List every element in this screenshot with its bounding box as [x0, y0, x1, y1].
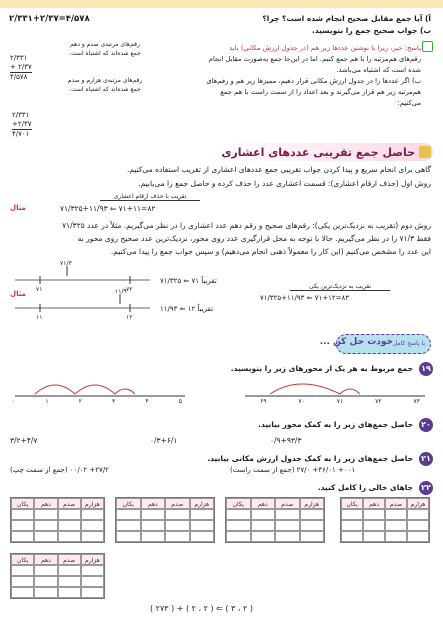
- t3-c11[interactable]: [165, 531, 190, 542]
- t1-c11[interactable]: [385, 531, 407, 542]
- t2-h3: صدم: [275, 498, 300, 509]
- t5-c1[interactable]: [11, 565, 34, 576]
- t5-h4: هزارم: [81, 554, 104, 565]
- t4-c4[interactable]: [81, 509, 104, 520]
- question-b: ب) جواب صحیح جمع را بنویسید.: [311, 26, 431, 35]
- question-a: آ) آیا جمع مقابل صحیح انجام شده است؟ چرا؟: [262, 14, 431, 23]
- top-equation: ۲/۳۳۱+۲/۳۷=۴/۵۷۸: [9, 14, 90, 24]
- t1-c6[interactable]: [363, 520, 385, 531]
- q21-number: ۲۱: [419, 452, 433, 466]
- q20-text: حاصل جمع‌های زیر را به کمک محور بیابید.: [258, 420, 413, 429]
- t4-c9[interactable]: [11, 531, 34, 542]
- t3-c5[interactable]: [116, 520, 141, 531]
- answer-b-line1: ب) اگر عددها را در جدول ارزش مکانی قرار دهیم، ممیزها زیر هم و رقم‌های: [206, 77, 421, 85]
- t5-h1: یکان: [11, 554, 34, 565]
- t1-c4[interactable]: [407, 509, 429, 520]
- t5-c7[interactable]: [58, 576, 81, 587]
- t2-c10[interactable]: [251, 531, 276, 542]
- t4-h3: صدم: [58, 498, 81, 509]
- q20-a: ۰/۹+۹۳/۳: [270, 436, 302, 445]
- jump-5: [340, 389, 360, 394]
- t1-c2[interactable]: [363, 509, 385, 520]
- final-eq: ( ۲۷۳ ) + ( ۲ ، ۲ ) ⇐ ( ۳ ، ۲ ): [150, 604, 253, 613]
- t2-c7[interactable]: [275, 520, 300, 531]
- q19: [419, 362, 433, 376]
- t3-c9[interactable]: [116, 531, 141, 542]
- t1-h4: هزارم: [407, 498, 429, 509]
- t5-c6[interactable]: [34, 576, 57, 587]
- t5-c11[interactable]: [58, 587, 81, 598]
- t4-c12[interactable]: [81, 531, 104, 542]
- line2-tick-b: ۱۲: [126, 314, 133, 321]
- t3-c8[interactable]: [190, 520, 215, 531]
- t4-c7[interactable]: [58, 520, 81, 531]
- t4-h2: دهم: [34, 498, 57, 509]
- answer-a: [206, 43, 421, 109]
- t2-c1[interactable]: [226, 509, 251, 520]
- q19-number: ۱۹: [419, 362, 433, 376]
- note-2-line1: رقم‌های مرتبه‌ی هزارم و صدم: [67, 77, 143, 84]
- axis2-label-3: ۷۲: [375, 398, 382, 405]
- method2-line2: فقط ۷۱/۳ را در نظر می‌گیریم. حالا با توجه به محل قرارگیری عدد روی محور، نزدیک‌ترین عدد صحیح روی محور به: [77, 234, 431, 243]
- t5-h3: صدم: [58, 554, 81, 565]
- right-row-2: +۲/۳۷: [12, 120, 32, 128]
- t2-c5[interactable]: [226, 520, 251, 531]
- table-1: [340, 497, 430, 543]
- t2-c12[interactable]: [300, 531, 325, 542]
- axis1-label-4: ۴: [145, 398, 149, 405]
- t1-c3[interactable]: [385, 509, 407, 520]
- note-1-line2: جمع شده‌اند که اشتباه است.: [69, 50, 141, 57]
- t5-c4[interactable]: [81, 565, 104, 576]
- t3-c10[interactable]: [141, 531, 166, 542]
- q20-number: ۲۰: [419, 418, 433, 432]
- q21-a: (جمع از سمت راست) ۰۰۱+ ۴۶/۰۱+ ۲۷/۰: [230, 466, 356, 474]
- t1-c12[interactable]: [407, 531, 429, 542]
- line1-tick-b: ۷۲: [126, 286, 133, 293]
- t5-h2: دهم: [34, 554, 57, 565]
- t2-c3[interactable]: [275, 509, 300, 520]
- right-row-3: ۴/۷۰۱: [12, 129, 32, 139]
- t2-h2: دهم: [251, 498, 276, 509]
- axis2-label-4: ۷۳: [413, 398, 420, 405]
- t3-c2[interactable]: [141, 509, 166, 520]
- t3-c3[interactable]: [165, 509, 190, 520]
- t2-c2[interactable]: [251, 509, 276, 520]
- wrong-row-1: ۲/۳۳۱: [10, 54, 28, 62]
- right-column: [12, 111, 32, 139]
- t5-c10[interactable]: [34, 587, 57, 598]
- axis-1-labels: [12, 398, 182, 405]
- wrong-row-2: + ۲/۳۷: [10, 63, 32, 71]
- t5-c2[interactable]: [34, 565, 57, 576]
- t5-c9[interactable]: [11, 587, 34, 598]
- q22-text: جاهای خالی را کامل کنید.: [317, 483, 413, 492]
- wrong-row-3: ۴/۵۷۸: [10, 72, 32, 82]
- t3-h4: هزارم: [190, 498, 215, 509]
- q22: [419, 481, 433, 495]
- t3-c12[interactable]: [190, 531, 215, 542]
- line2-eq: ۱۱/۹۳ ⇐ تقریباً ۱۲: [160, 305, 214, 313]
- exercise-banner-title: خودت حل کن ...: [319, 337, 393, 347]
- t5-c12[interactable]: [81, 587, 104, 598]
- jump-1: [35, 385, 75, 394]
- answer-a-line3: شده است که اشتباه می‌باشد.: [336, 66, 421, 74]
- t2-c4[interactable]: [300, 509, 325, 520]
- example-label-2: مثال: [10, 290, 26, 298]
- t2-c6[interactable]: [251, 520, 276, 531]
- top-edge-strip: [0, 0, 443, 8]
- line2-top: ۱۱/۹: [115, 288, 127, 295]
- example-label-1: مثال: [10, 204, 26, 212]
- answer-b-line3: می‌کنیم:: [397, 99, 421, 107]
- t3-c7[interactable]: [165, 520, 190, 531]
- axis1-label-3: ۳: [112, 398, 116, 405]
- t5-c8[interactable]: [81, 576, 104, 587]
- table-5: [10, 553, 105, 599]
- method2-line1: روش دوم (تقریب به نزدیک‌ترین یکی): رقم‌های صحیح و رقم دهم عدد اعشاری را در نظر می‌گیریم. مثلاً در عدد ۷۱/۳۲۵: [62, 221, 431, 230]
- t3-c6[interactable]: [141, 520, 166, 531]
- t4-c1[interactable]: [11, 509, 34, 520]
- t1-c5[interactable]: [341, 520, 363, 531]
- t4-c2[interactable]: [34, 509, 57, 520]
- wrong-column: [10, 54, 32, 82]
- t3-c4[interactable]: [190, 509, 215, 520]
- note-1-line1: رقم‌های مرتبه‌ی صدم و دهم: [70, 41, 140, 48]
- t4-c3[interactable]: [58, 509, 81, 520]
- jump-3: [115, 389, 135, 394]
- axis-2-labels: [260, 398, 420, 405]
- answer-a-line1: پاسخ: خیر، زیرا با نوشتن عددها زیر هم (در جدول ارزش مکانی) باید: [229, 44, 421, 52]
- axis1-label-2: ۲: [78, 398, 82, 405]
- q21-text: حاصل جمع‌های زیر را به کمک جدول ارزش مکانی بیابید.: [207, 454, 413, 463]
- t5-c3[interactable]: [58, 565, 81, 576]
- axis1-label-1: ۱: [45, 398, 49, 405]
- t2-h1: یکان: [226, 498, 251, 509]
- t3-h2: دهم: [141, 498, 166, 509]
- t4-c10[interactable]: [34, 531, 57, 542]
- number-lines: [10, 258, 160, 318]
- axis2-label-0: ۶۹: [260, 398, 267, 405]
- table-3: [115, 497, 215, 543]
- q22-number: ۲۲: [419, 481, 433, 495]
- t1-c1[interactable]: [341, 509, 363, 520]
- q20: [419, 418, 433, 432]
- method1-label: تقریب با حذف ارقام اعشاری: [100, 193, 200, 201]
- line1-eq: ۷۱/۳۲۵ ⇐ تقریباً ۷۱: [160, 277, 217, 285]
- t2-c8[interactable]: [300, 520, 325, 531]
- t4-h4: هزارم: [81, 498, 104, 509]
- line1-tick-a: ۷۱: [36, 286, 43, 293]
- q20-c: ۳/۲+۴/۷: [10, 436, 38, 445]
- jump-2: [75, 385, 115, 394]
- exercise-banner-sub: با پاسخ کامل: [392, 340, 425, 347]
- t1-c10[interactable]: [363, 531, 385, 542]
- right-row-1: ۲/۳۳۱: [12, 111, 30, 119]
- section-title: حاصل جمع تقریبی عددهای اعشاری: [221, 146, 415, 159]
- t1-c9[interactable]: [341, 531, 363, 542]
- t4-c11[interactable]: [58, 531, 81, 542]
- q21: [419, 452, 433, 466]
- approx-eq: ۷۱/۳۲۵+۱۱/۹۳ ⇐ ۷۱+۱۲=۸۳: [260, 294, 350, 302]
- axis2-label-1: ۷۰: [298, 398, 305, 405]
- approx-label: تقریب به نزدیک‌ترین یکی: [290, 283, 390, 291]
- line1-top: ۷۱/۳: [60, 260, 72, 267]
- line2-tick-a: ۱۱: [36, 314, 43, 321]
- method1: روش اول (حذف ارقام اعشاری): قسمت اعشاری عدد را حذف کرده و حاصل جمع را می‌یابیم.: [138, 179, 431, 188]
- t2-c11[interactable]: [275, 531, 300, 542]
- method1-eq: ۷۱/۳۲۵+۱۱/۹۳ ⇐ ۷۱+۱۱=۸۲: [60, 204, 156, 213]
- note-1: [55, 40, 155, 58]
- t3-h1: یکان: [116, 498, 141, 509]
- t5-c5[interactable]: [11, 576, 34, 587]
- t4-c8[interactable]: [81, 520, 104, 531]
- t1-c8[interactable]: [407, 520, 429, 531]
- t4-c5[interactable]: [11, 520, 34, 531]
- t3-h3: صدم: [165, 498, 190, 509]
- check-icon: [422, 41, 433, 52]
- method2-line3: این عدد را مشخص می‌کنیم (این کار را معمولاً ذهنی انجام می‌دهیم) و سپس جواب جمع را پیدا می‌کنیم.: [110, 247, 431, 256]
- t4-h1: یکان: [11, 498, 34, 509]
- axis2-label-2: ۷۱: [336, 398, 344, 405]
- jump-4: [270, 384, 340, 394]
- t1-h2: دهم: [363, 498, 385, 509]
- section-intro: گاهی برای انجام سریع و پیدا کردن جواب تقریبی جمع عددهای اعشاری از تقریب استفاده می‌کنیم.: [126, 165, 431, 174]
- q21-b: (جمع از سمت چپ) ۲۷/۲+ ۰۰/۰۲: [10, 466, 109, 474]
- answer-a-line2: رقم‌های هم‌مرتبه را با هم جمع کنیم. اما در این‌جا جمع به‌صورت مقابل انجام: [208, 55, 421, 63]
- note-2: [55, 76, 155, 94]
- t1-c7[interactable]: [385, 520, 407, 531]
- table-2: [225, 497, 325, 543]
- answer-b-line2: هم‌مرتبه زیر هم قرار می‌گیرند و بعد اعداد را از سمت راست با هم جمع: [220, 88, 421, 96]
- t1-h3: صدم: [385, 498, 407, 509]
- t1-h1: یکان: [341, 498, 363, 509]
- axis1-label-5: ۵: [178, 398, 182, 405]
- pencil-icon: [419, 146, 431, 158]
- note-2-line2: جمع شده‌اند که اشتباه است.: [69, 86, 141, 93]
- q19-text: جمع مربوط به هر یک از محورهای زیر را بنویسید.: [230, 364, 413, 373]
- table-4: [10, 497, 105, 543]
- axis1-label-0: ۰: [12, 398, 16, 405]
- t3-c1[interactable]: [116, 509, 141, 520]
- t2-h4: هزارم: [300, 498, 325, 509]
- t4-c6[interactable]: [34, 520, 57, 531]
- t2-c9[interactable]: [226, 531, 251, 542]
- q20-b: ۰/۳+۶/۱: [150, 436, 178, 445]
